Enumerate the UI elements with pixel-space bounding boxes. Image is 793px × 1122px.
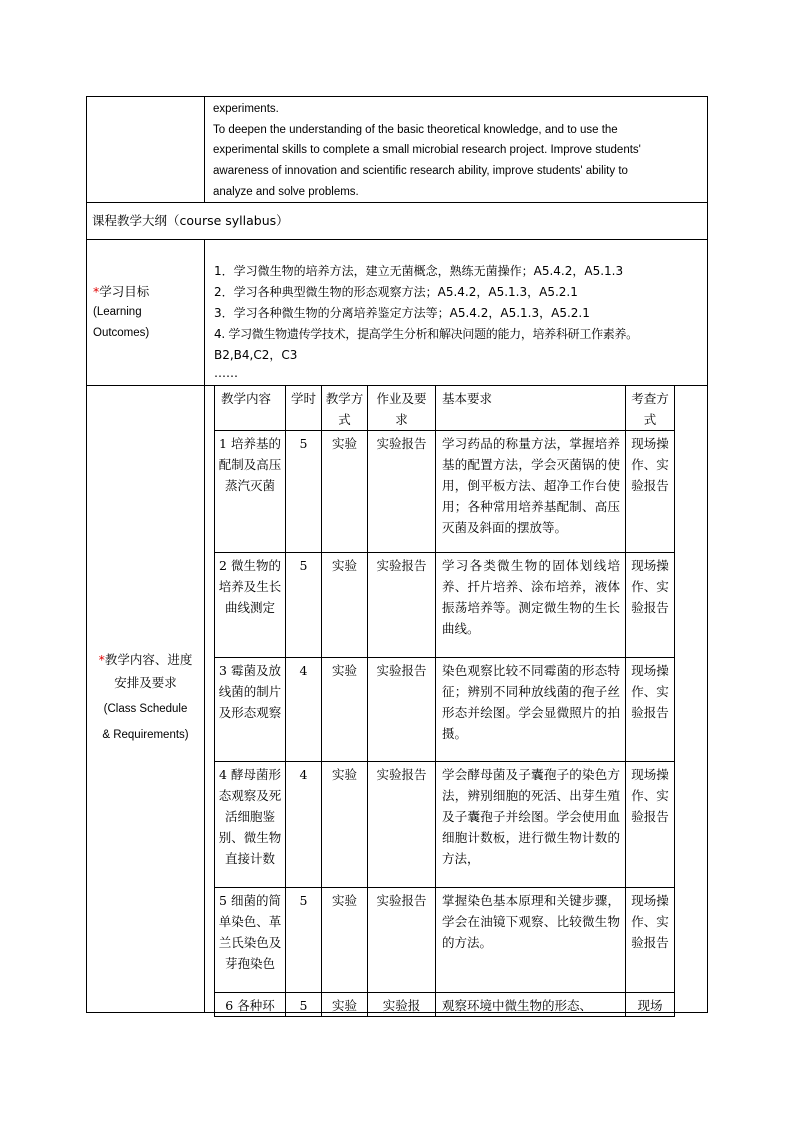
row-assess: 现场操作、实验报告 xyxy=(626,762,675,888)
row-homework: 实验报告 xyxy=(368,762,436,888)
row-content: 4 酵母菌形态观察及死活细胞鉴别、微生物直接计数 xyxy=(215,762,286,888)
schedule-label-cn: 安排及要求 xyxy=(114,675,177,690)
outcomes-label-cn: 学习目标 xyxy=(99,284,150,299)
intro-line: experimental skills to complete a small microbial research project. Improve students' xyxy=(213,144,641,157)
row-method: 实验 xyxy=(322,553,368,658)
row-content: 1 培养基的配制及高压蒸汽灭菌 xyxy=(215,431,286,553)
column-divider xyxy=(204,97,205,202)
schedule-label xyxy=(89,648,202,747)
table-row xyxy=(215,888,675,993)
row-homework: 实验报告 xyxy=(368,658,436,762)
table-row xyxy=(215,553,675,658)
row-assess: 现场操作、实验报告 xyxy=(626,553,675,658)
intro-line: experiments. xyxy=(213,103,279,115)
row-hours: 4 xyxy=(286,762,322,888)
row-homework: 实验报告 xyxy=(368,431,436,553)
row-method: 实验 xyxy=(322,762,368,888)
table-row xyxy=(215,762,675,888)
row-assess: 现场操作、实验报告 xyxy=(626,658,675,762)
outcomes-label-en: Outcomes) xyxy=(93,327,150,339)
row-hours: 5 xyxy=(286,431,322,553)
intro-paragraph xyxy=(213,99,703,203)
row-homework: 实验报 xyxy=(368,993,436,1017)
syllabus-table xyxy=(86,96,708,1013)
schedule-label-cn: 教学内容、进度 xyxy=(104,652,193,667)
row-method: 实验 xyxy=(322,888,368,993)
row-content: 6 各种环 xyxy=(215,993,286,1017)
row-content: 3 霉菌及放线菌的制片及形态观察 xyxy=(215,658,286,762)
outcome-item: 1．学习微生物的培养方法，建立无菌概念，熟练无菌操作；A5.4.2，A5.1.3 xyxy=(214,264,624,278)
row-homework: 实验报告 xyxy=(368,888,436,993)
schedule-label-en: & Requirements) xyxy=(102,729,189,741)
row-divider xyxy=(87,239,707,240)
table-row xyxy=(215,431,675,553)
row-hours: 5 xyxy=(286,888,322,993)
header-assess: 考查方式 xyxy=(626,386,675,431)
column-divider xyxy=(204,239,205,1013)
outcome-item: B2,B4,C2，C3 xyxy=(214,348,298,362)
row-assess: 现场操作、实验报告 xyxy=(626,888,675,993)
schedule-label-en: (Class Schedule xyxy=(103,703,188,715)
outcome-item: 3．学习各种微生物的分离培养鉴定方法等；A5.4.2，A5.1.3，A5.2.1 xyxy=(214,306,590,320)
row-requirement: 掌握染色基本原理和关键步骤，学会在油镜下观察、比较微生物的方法。 xyxy=(436,888,626,993)
row-method: 实验 xyxy=(322,658,368,762)
table-row xyxy=(215,993,675,1017)
intro-line: awareness of innovation and scientific research ability, improve students' ability to xyxy=(213,165,628,178)
row-requirement: 观察环境中微生物的形态、 xyxy=(436,993,626,1017)
syllabus-header: 课程教学大纲（course syllabus） xyxy=(92,213,289,228)
outcome-item: 2．学习各种典型微生物的形态观察方法；A5.4.2，A5.1.3，A5.2.1 xyxy=(214,285,578,299)
header-hours: 学时 xyxy=(286,386,322,431)
schedule-header-row xyxy=(215,386,675,431)
outcome-item: 4. 学习微生物遗传学技术，提高学生分析和解决问题的能力，培养科研工作素养。 xyxy=(214,327,638,341)
schedule-table xyxy=(214,385,675,1017)
row-hours: 5 xyxy=(286,993,322,1017)
header-requirement: 基本要求 xyxy=(436,386,626,431)
outcomes-label-en: (Learning xyxy=(93,306,142,318)
row-content: 2 微生物的培养及生长曲线测定 xyxy=(215,553,286,658)
intro-line: To deepen the understanding of the basic theoretical knowledge, and to use the xyxy=(213,123,618,136)
row-method: 实验 xyxy=(322,993,368,1017)
header-method: 教学方式 xyxy=(322,386,368,431)
row-requirement: 学习各类微生物的固体划线培养、扦片培养、涂布培养，液体振荡培养等。测定微生物的生长曲线。 xyxy=(436,553,626,658)
row-requirement: 染色观察比较不同霉菌的形态特征；辨别不同种放线菌的孢子丝形态并绘图。学会显微照片的拍摄。 xyxy=(436,658,626,762)
outcomes-label xyxy=(93,281,201,344)
outcomes-list xyxy=(214,261,706,380)
row-requirement: 学会酵母菌及子囊孢子的染色方法，辨别细胞的死活、出芽生殖及子囊孢子并绘图。学会使用血细胞计数板，进行微生物计数的方法， xyxy=(436,762,626,888)
row-requirement: 学习药品的称量方法，掌握培养基的配置方法，学会灭菌锅的使用，倒平板方法、超净工作台使用；各种常用培养基配制、高压灭菌及斜面的摆放等。 xyxy=(436,431,626,553)
row-content: 5 细菌的简单染色、革兰氏染色及芽孢染色 xyxy=(215,888,286,993)
table-row xyxy=(215,658,675,762)
row-homework: 实验报告 xyxy=(368,553,436,658)
intro-line: analyze and solve problems. xyxy=(213,185,359,198)
header-homework: 作业及要求 xyxy=(368,386,436,431)
required-marker: * xyxy=(93,284,100,299)
row-hours: 4 xyxy=(286,658,322,762)
row-assess: 现场操作、实验报告 xyxy=(626,431,675,553)
required-marker: * xyxy=(98,652,105,667)
row-hours: 5 xyxy=(286,553,322,658)
header-content: 教学内容 xyxy=(215,386,286,431)
row-method: 实验 xyxy=(322,431,368,553)
outcome-item: …… xyxy=(214,366,238,380)
row-assess: 现场 xyxy=(626,993,675,1017)
